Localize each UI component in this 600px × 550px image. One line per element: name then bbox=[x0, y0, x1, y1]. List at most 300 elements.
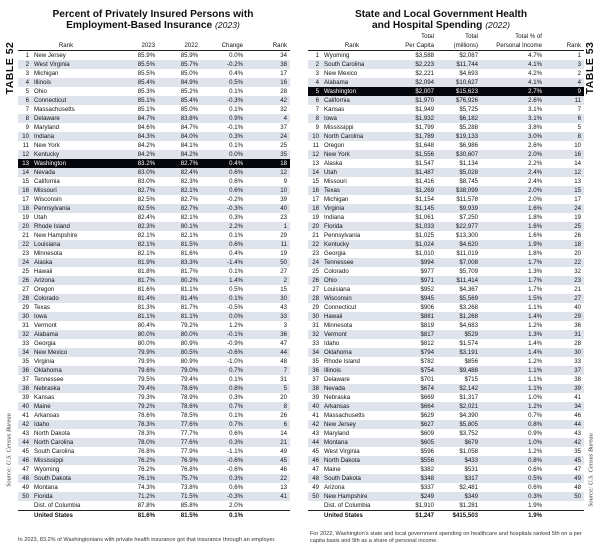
value-cell: $1,134 bbox=[436, 159, 480, 168]
value-cell: 0.7% bbox=[480, 411, 544, 420]
secondary-rank-cell: 31 bbox=[245, 375, 290, 384]
secondary-rank-cell: 3 bbox=[245, 321, 290, 330]
state-cell: Vermont bbox=[322, 330, 396, 339]
value-cell: $679 bbox=[436, 438, 480, 447]
value-cell: 0.1% bbox=[200, 141, 245, 150]
value-cell: 78.3% bbox=[114, 420, 157, 429]
value-cell: $812 bbox=[396, 339, 436, 348]
rank-cell: 8 bbox=[308, 114, 322, 123]
rank-cell: 44 bbox=[308, 438, 322, 447]
value-cell: $9,939 bbox=[436, 204, 480, 213]
value-cell: 1.7% bbox=[480, 276, 544, 285]
value-cell: $4,367 bbox=[436, 285, 480, 294]
table-row bbox=[18, 303, 290, 312]
table-row bbox=[308, 141, 584, 150]
value-cell: -1.0% bbox=[200, 357, 245, 366]
value-cell: 2.0% bbox=[480, 186, 544, 195]
rank-cell: 26 bbox=[18, 276, 32, 285]
rank-cell: 44 bbox=[18, 438, 32, 447]
value-cell: 0.5% bbox=[200, 285, 245, 294]
state-cell: Ohio bbox=[322, 276, 396, 285]
state-cell: West Virginia bbox=[32, 60, 114, 69]
table-row bbox=[18, 240, 290, 249]
table-row bbox=[308, 402, 584, 411]
state-cell: Arkansas bbox=[32, 411, 114, 420]
state-cell: Virginia bbox=[322, 204, 396, 213]
rank-cell: 42 bbox=[18, 420, 32, 429]
value-cell: $4,683 bbox=[436, 321, 480, 330]
secondary-rank-cell: 18 bbox=[245, 159, 290, 168]
value-cell: 0.6% bbox=[200, 429, 245, 438]
rank-cell: 49 bbox=[308, 483, 322, 492]
state-cell: Maryland bbox=[322, 429, 396, 438]
secondary-rank-cell: 30 bbox=[544, 348, 584, 357]
value-cell: $317 bbox=[436, 474, 480, 483]
table-row bbox=[308, 384, 584, 393]
table-row bbox=[18, 141, 290, 150]
secondary-rank-cell: 25 bbox=[245, 141, 290, 150]
table-row bbox=[18, 204, 290, 213]
rank-cell bbox=[18, 501, 32, 511]
value-cell: $1,416 bbox=[396, 177, 436, 186]
rank-cell: 20 bbox=[308, 222, 322, 231]
secondary-rank-cell: 2 bbox=[544, 69, 584, 78]
table-row bbox=[18, 447, 290, 456]
value-cell: $6,986 bbox=[436, 141, 480, 150]
state-cell: New York bbox=[322, 150, 396, 159]
value-cell: 84.1% bbox=[157, 141, 200, 150]
table-row bbox=[308, 132, 584, 141]
rank-cell: 11 bbox=[18, 141, 32, 150]
table-row bbox=[308, 78, 584, 87]
secondary-rank-cell: 50 bbox=[245, 258, 290, 267]
value-cell: 85.1% bbox=[114, 96, 157, 105]
table-row bbox=[18, 69, 290, 78]
value-cell: $2,021 bbox=[436, 402, 480, 411]
secondary-rank-cell: 36 bbox=[245, 330, 290, 339]
state-cell: Mississippi bbox=[322, 123, 396, 132]
col-header-2022: 2022 bbox=[184, 42, 199, 49]
value-cell: $1,268 bbox=[436, 312, 480, 321]
value-cell: 85.4% bbox=[114, 78, 157, 87]
state-cell: Maine bbox=[32, 402, 114, 411]
value-cell: $11,414 bbox=[436, 276, 480, 285]
value-cell: 3.1% bbox=[480, 105, 544, 114]
value-cell: $977 bbox=[396, 267, 436, 276]
rank-cell: 12 bbox=[18, 150, 32, 159]
rank-cell: 25 bbox=[308, 267, 322, 276]
secondary-rank-cell: 9 bbox=[544, 87, 584, 96]
rank-cell: 39 bbox=[308, 393, 322, 402]
secondary-rank-cell: 8 bbox=[544, 132, 584, 141]
secondary-rank-cell: 33 bbox=[245, 312, 290, 321]
secondary-rank-cell: 21 bbox=[544, 285, 584, 294]
rank-cell: 17 bbox=[308, 195, 322, 204]
table-row bbox=[308, 231, 584, 240]
state-cell: New Hampshire bbox=[322, 492, 396, 501]
rank-cell: 3 bbox=[308, 69, 322, 78]
table-row bbox=[18, 87, 290, 96]
right-source-note: Source: U.S. Census Bureau bbox=[587, 433, 595, 507]
rank-cell: 4 bbox=[308, 78, 322, 87]
table-53-label: TABLE 53 bbox=[584, 41, 596, 95]
secondary-rank-cell: 27 bbox=[544, 294, 584, 303]
rank-cell: 6 bbox=[308, 96, 322, 105]
value-cell: 85.0% bbox=[157, 69, 200, 78]
secondary-rank-cell: 48 bbox=[544, 483, 584, 492]
value-cell: 83.8% bbox=[157, 114, 200, 123]
value-cell: 2.0% bbox=[480, 150, 544, 159]
value-cell: 0.6% bbox=[200, 240, 245, 249]
table-row bbox=[308, 357, 584, 366]
value-cell: 1.1% bbox=[480, 375, 544, 384]
value-cell: -0.6% bbox=[200, 348, 245, 357]
value-cell: -0.3% bbox=[200, 492, 245, 501]
value-cell: $3,752 bbox=[436, 429, 480, 438]
rank-cell: 18 bbox=[18, 204, 32, 213]
secondary-rank-cell: 6 bbox=[245, 420, 290, 429]
value-cell: $11,578 bbox=[436, 195, 480, 204]
value-cell: $1,910 bbox=[396, 501, 436, 511]
table-row bbox=[18, 177, 290, 186]
secondary-rank-cell: 5 bbox=[544, 123, 584, 132]
table-row bbox=[308, 177, 584, 186]
value-cell: $8,745 bbox=[436, 177, 480, 186]
value-cell: 0.7% bbox=[200, 366, 245, 375]
state-cell: United States bbox=[32, 511, 114, 521]
table-row bbox=[308, 492, 584, 501]
value-cell: 0.3% bbox=[200, 132, 245, 141]
value-cell: 0.0% bbox=[200, 312, 245, 321]
value-cell: 80.4% bbox=[114, 321, 157, 330]
secondary-rank-cell: 34 bbox=[544, 402, 584, 411]
table-row bbox=[308, 186, 584, 195]
value-cell: $715 bbox=[436, 375, 480, 384]
value-cell: 75.7% bbox=[157, 474, 200, 483]
value-cell: $817 bbox=[396, 330, 436, 339]
rank-cell: 5 bbox=[308, 87, 322, 96]
value-cell: $13,300 bbox=[436, 231, 480, 240]
value-cell: 84.7% bbox=[114, 114, 157, 123]
right-title bbox=[310, 9, 572, 31]
value-cell: 3.1% bbox=[480, 114, 544, 123]
table-row bbox=[18, 357, 290, 366]
rank-cell: 2 bbox=[18, 60, 32, 69]
value-cell: $249 bbox=[396, 492, 436, 501]
rank-cell: 32 bbox=[308, 330, 322, 339]
value-cell: $1,487 bbox=[396, 168, 436, 177]
value-cell: 1.1% bbox=[480, 366, 544, 375]
value-cell: 79.9% bbox=[114, 357, 157, 366]
secondary-rank-cell: 41 bbox=[245, 492, 290, 501]
state-cell: Michigan bbox=[32, 69, 114, 78]
state-cell: Wisconsin bbox=[32, 195, 114, 204]
rank-cell: 19 bbox=[308, 213, 322, 222]
rank-cell: 35 bbox=[18, 357, 32, 366]
right-title-line1: State and Local Government Health bbox=[354, 9, 528, 20]
state-cell: Washington bbox=[322, 87, 396, 96]
value-cell: -0.2% bbox=[200, 60, 245, 69]
value-cell: 85.5% bbox=[114, 60, 157, 69]
value-cell: $7,250 bbox=[436, 213, 480, 222]
rank-cell: 36 bbox=[308, 366, 322, 375]
state-cell: Texas bbox=[322, 186, 396, 195]
secondary-rank-cell: 1 bbox=[245, 222, 290, 231]
value-cell: 1.1% bbox=[480, 384, 544, 393]
table-row bbox=[308, 114, 584, 123]
value-cell: 78.6% bbox=[157, 384, 200, 393]
rank-cell: 47 bbox=[18, 465, 32, 474]
table-row bbox=[308, 168, 584, 177]
value-cell: $1,317 bbox=[436, 393, 480, 402]
value-cell: 79.5% bbox=[114, 375, 157, 384]
state-cell: Wisconsin bbox=[322, 294, 396, 303]
secondary-rank-cell: 19 bbox=[245, 249, 290, 258]
value-cell: 78.0% bbox=[114, 438, 157, 447]
dc-row bbox=[308, 501, 584, 511]
col-header-total-l2: (millions) bbox=[453, 42, 478, 49]
value-cell: $1,247 bbox=[396, 511, 436, 521]
value-cell: 0.8% bbox=[200, 384, 245, 393]
state-cell: Connecticut bbox=[322, 303, 396, 312]
value-cell: 79.2% bbox=[114, 402, 157, 411]
table-row bbox=[18, 483, 290, 492]
rank-cell: 6 bbox=[18, 96, 32, 105]
secondary-rank-cell: 34 bbox=[245, 51, 290, 61]
rank-cell: 11 bbox=[308, 141, 322, 150]
table-row bbox=[308, 303, 584, 312]
right-title-line2: and Hospital Spending bbox=[371, 20, 483, 31]
rank-cell: 39 bbox=[18, 393, 32, 402]
value-cell: 81.7% bbox=[157, 303, 200, 312]
rank-cell: 50 bbox=[18, 492, 32, 501]
value-cell: 4.2% bbox=[480, 69, 544, 78]
secondary-rank-cell: 4 bbox=[245, 114, 290, 123]
secondary-rank-cell bbox=[544, 511, 584, 521]
value-cell: $2,007 bbox=[396, 87, 436, 96]
state-cell: South Carolina bbox=[32, 447, 114, 456]
value-cell: 71.5% bbox=[157, 492, 200, 501]
value-cell: 1.3% bbox=[480, 267, 544, 276]
state-cell: Dist. of Columbia bbox=[322, 501, 396, 511]
secondary-rank-cell: 42 bbox=[245, 96, 290, 105]
value-cell: 83.0% bbox=[114, 168, 157, 177]
rank-cell: 23 bbox=[308, 249, 322, 258]
rank-cell: 16 bbox=[18, 186, 32, 195]
value-cell: $1,932 bbox=[396, 114, 436, 123]
rank-cell bbox=[308, 501, 322, 511]
value-cell: $605 bbox=[396, 438, 436, 447]
rank-cell: 42 bbox=[308, 420, 322, 429]
rank-cell: 28 bbox=[18, 294, 32, 303]
state-cell: Wyoming bbox=[32, 465, 114, 474]
state-cell: Nevada bbox=[32, 168, 114, 177]
state-cell: Mississippi bbox=[32, 456, 114, 465]
secondary-rank-cell: 7 bbox=[245, 366, 290, 375]
value-cell: $1,145 bbox=[396, 204, 436, 213]
state-cell: California bbox=[322, 96, 396, 105]
value-cell: $9,488 bbox=[436, 366, 480, 375]
table-row bbox=[18, 114, 290, 123]
value-cell: 0.4% bbox=[200, 249, 245, 258]
state-cell: Iowa bbox=[32, 312, 114, 321]
secondary-rank-cell: 2 bbox=[245, 276, 290, 285]
value-cell: $556 bbox=[396, 456, 436, 465]
value-cell: 85.0% bbox=[157, 105, 200, 114]
state-cell: Montana bbox=[322, 438, 396, 447]
value-cell: 85.7% bbox=[157, 60, 200, 69]
rank-cell: 31 bbox=[18, 321, 32, 330]
table-row bbox=[308, 411, 584, 420]
rank-cell: 27 bbox=[308, 285, 322, 294]
secondary-rank-cell: 29 bbox=[544, 312, 584, 321]
value-cell: $1,574 bbox=[436, 339, 480, 348]
rank-cell: 14 bbox=[18, 168, 32, 177]
table-row bbox=[308, 312, 584, 321]
value-cell: 78.3% bbox=[114, 429, 157, 438]
value-cell: $1,281 bbox=[436, 501, 480, 511]
rank-cell: 13 bbox=[18, 159, 32, 168]
table-row bbox=[308, 366, 584, 375]
table-row bbox=[18, 294, 290, 303]
rank-cell: 3 bbox=[18, 69, 32, 78]
table-row bbox=[308, 87, 584, 96]
value-cell: 82.5% bbox=[114, 195, 157, 204]
rank-cell: 13 bbox=[308, 159, 322, 168]
value-cell: 2.2% bbox=[200, 222, 245, 231]
secondary-rank-cell: 49 bbox=[245, 447, 290, 456]
value-cell: $881 bbox=[396, 312, 436, 321]
value-cell: 79.2% bbox=[157, 321, 200, 330]
value-cell: 81.4% bbox=[157, 294, 200, 303]
value-cell: 82.1% bbox=[114, 249, 157, 258]
secondary-rank-cell: 22 bbox=[544, 258, 584, 267]
table-row bbox=[18, 249, 290, 258]
value-cell: $2,223 bbox=[396, 60, 436, 69]
secondary-rank-cell: 47 bbox=[245, 339, 290, 348]
state-cell: Tennessee bbox=[32, 375, 114, 384]
value-cell: 76.8% bbox=[157, 465, 200, 474]
value-cell: 4.1% bbox=[480, 60, 544, 69]
value-cell: 0.6% bbox=[200, 168, 245, 177]
value-cell: $2,094 bbox=[396, 78, 436, 87]
value-cell: 76.9% bbox=[157, 456, 200, 465]
value-cell: -0.3% bbox=[200, 204, 245, 213]
value-cell: 1.0% bbox=[480, 438, 544, 447]
col-header-rank-state: Rank bbox=[58, 42, 74, 49]
table-row bbox=[18, 339, 290, 348]
value-cell: $2,087 bbox=[436, 51, 480, 61]
table-row bbox=[308, 51, 584, 61]
state-cell: Utah bbox=[32, 213, 114, 222]
value-cell: $794 bbox=[396, 348, 436, 357]
rank-cell: 30 bbox=[308, 312, 322, 321]
table-row bbox=[308, 195, 584, 204]
value-cell: 1.9% bbox=[480, 501, 544, 511]
value-cell: $5,709 bbox=[436, 267, 480, 276]
state-cell: Minnesota bbox=[322, 321, 396, 330]
secondary-rank-cell: 45 bbox=[544, 456, 584, 465]
secondary-rank-cell: 23 bbox=[245, 213, 290, 222]
value-cell: 81.5% bbox=[157, 511, 200, 521]
value-cell: $3,191 bbox=[436, 348, 480, 357]
secondary-rank-cell: 39 bbox=[544, 384, 584, 393]
value-cell: 71.2% bbox=[114, 492, 157, 501]
value-cell: $5,288 bbox=[436, 123, 480, 132]
rank-cell: 45 bbox=[308, 447, 322, 456]
secondary-rank-cell: 45 bbox=[245, 456, 290, 465]
table-row bbox=[18, 402, 290, 411]
value-cell: $1,058 bbox=[436, 447, 480, 456]
state-cell: Illinois bbox=[322, 366, 396, 375]
table-row bbox=[18, 411, 290, 420]
secondary-rank-cell: 28 bbox=[245, 87, 290, 96]
rank-cell: 21 bbox=[308, 231, 322, 240]
value-cell: $1,789 bbox=[396, 132, 436, 141]
table-row bbox=[308, 285, 584, 294]
secondary-rank-cell: 5 bbox=[245, 384, 290, 393]
table-row bbox=[18, 492, 290, 501]
secondary-rank-cell: 3 bbox=[544, 60, 584, 69]
value-cell: 1.6% bbox=[480, 222, 544, 231]
value-cell: 0.1% bbox=[200, 375, 245, 384]
value-cell: $433 bbox=[436, 456, 480, 465]
value-cell: $349 bbox=[436, 492, 480, 501]
value-cell: $856 bbox=[436, 357, 480, 366]
state-cell: Idaho bbox=[32, 420, 114, 429]
table-row bbox=[308, 447, 584, 456]
secondary-rank-cell: 14 bbox=[245, 429, 290, 438]
value-cell: $76,926 bbox=[436, 96, 480, 105]
value-cell: 84.7% bbox=[157, 123, 200, 132]
secondary-rank-cell: 50 bbox=[544, 492, 584, 501]
rank-cell: 37 bbox=[18, 375, 32, 384]
value-cell: $3,588 bbox=[396, 51, 436, 61]
value-cell: 0.9% bbox=[200, 114, 245, 123]
table-row bbox=[308, 465, 584, 474]
secondary-rank-cell: 12 bbox=[544, 168, 584, 177]
value-cell: 1.9% bbox=[480, 240, 544, 249]
value-cell: $1,799 bbox=[396, 123, 436, 132]
table-row bbox=[18, 96, 290, 105]
employment-insurance-table bbox=[18, 41, 290, 520]
value-cell: $1,010 bbox=[396, 249, 436, 258]
state-cell: Ohio bbox=[32, 87, 114, 96]
value-cell: 3.0% bbox=[480, 132, 544, 141]
value-cell: 1.7% bbox=[480, 285, 544, 294]
value-cell: 0.5% bbox=[200, 78, 245, 87]
value-cell: 81.8% bbox=[114, 267, 157, 276]
col-header-pct-l2: Personal Income bbox=[496, 42, 542, 49]
state-cell: Oregon bbox=[32, 285, 114, 294]
value-cell: 77.7% bbox=[157, 429, 200, 438]
rank-cell: 46 bbox=[18, 456, 32, 465]
state-cell: Arizona bbox=[322, 483, 396, 492]
value-cell: $1,970 bbox=[396, 96, 436, 105]
value-cell: 2.4% bbox=[480, 177, 544, 186]
value-cell: 0.1% bbox=[200, 267, 245, 276]
value-cell: 83.0% bbox=[114, 177, 157, 186]
state-cell: Rhode Island bbox=[322, 357, 396, 366]
state-cell: Virginia bbox=[32, 357, 114, 366]
secondary-rank-cell: 35 bbox=[544, 447, 584, 456]
secondary-rank-cell: 17 bbox=[245, 69, 290, 78]
value-cell: $1,025 bbox=[396, 231, 436, 240]
value-cell: 77.6% bbox=[157, 438, 200, 447]
rank-cell: 5 bbox=[18, 87, 32, 96]
value-cell: $5,569 bbox=[436, 294, 480, 303]
value-cell: $1,024 bbox=[396, 240, 436, 249]
